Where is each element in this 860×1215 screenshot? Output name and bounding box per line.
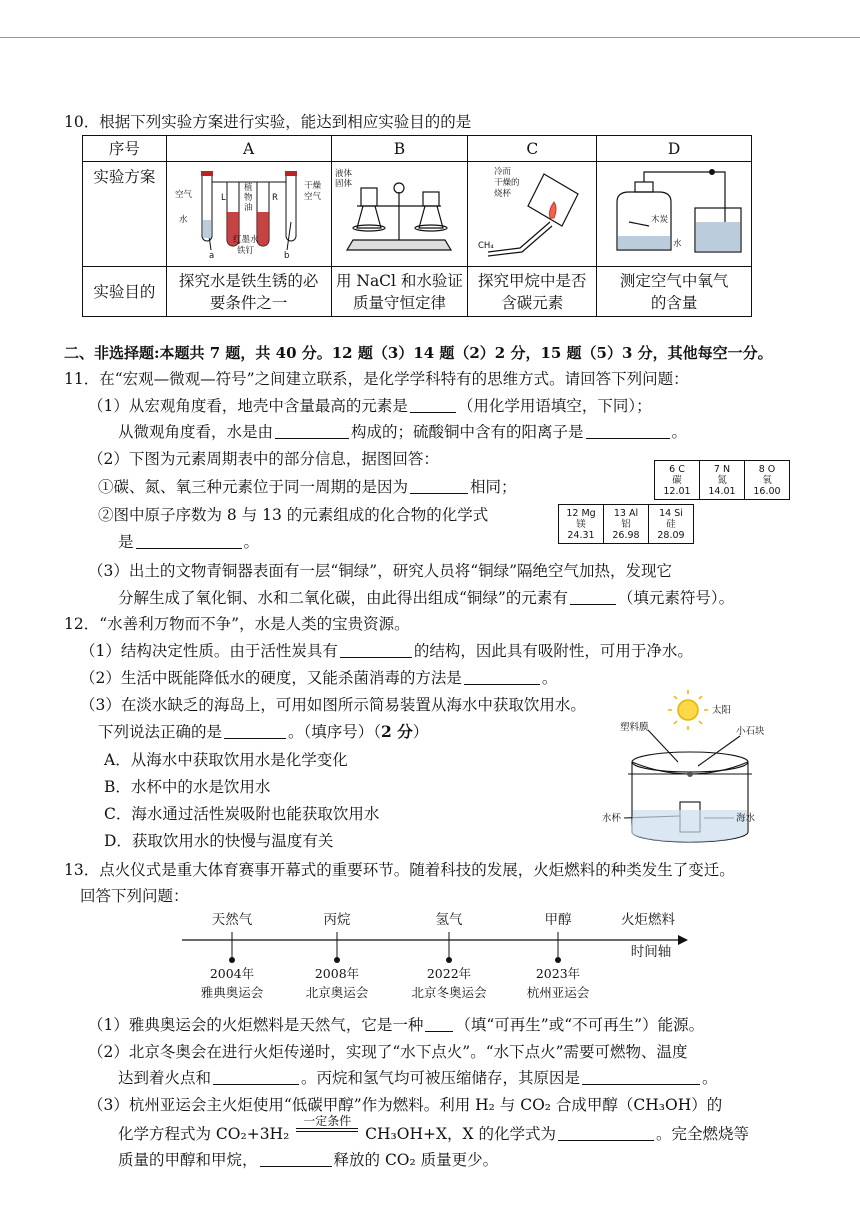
- label-charcoal: 木炭: [651, 215, 669, 225]
- q11-part3-line2: 分解生成了氧化铜、水和二氧化碳，由此得出组成“铜绿”的元素有 （填元素符号）。: [118, 589, 735, 607]
- q13-part3-line3: 质量的甲醇和甲烷， 释放的 CO₂ 质量更少。: [118, 1151, 499, 1169]
- answer-blank[interactable]: [570, 589, 616, 605]
- fig-d-oxygen-apparatus: [599, 162, 749, 260]
- header-index: 序号: [83, 136, 167, 162]
- element-n: 7 N 氮 14.01: [700, 461, 745, 500]
- q11-part2: （2）下图为元素周期表中的部分信息，据图回答：: [88, 450, 439, 468]
- answer-blank[interactable]: [136, 533, 242, 549]
- q12-part3: （3）在淡水缺乏的海岛上，可用如图所示简易装置从海水中获取饮用水。: [80, 696, 586, 714]
- event-hangzhou: 杭州亚运会: [526, 985, 590, 1000]
- periodic-table-row2: [654, 460, 790, 500]
- header-a: A: [166, 136, 331, 162]
- event-athens: 雅典奥运会: [200, 985, 264, 1000]
- timeline-ticks: [180, 940, 580, 964]
- page-top-rule: [0, 37, 860, 38]
- label-stone: 小石块: [736, 726, 765, 737]
- element-si: 14 Si 硅 28.09: [649, 505, 694, 544]
- header-c: C: [468, 136, 597, 162]
- fuel-natural-gas: 天然气: [211, 912, 253, 928]
- answer-blank[interactable]: [425, 1016, 453, 1032]
- answer-blank[interactable]: [340, 642, 412, 658]
- header-d: D: [597, 136, 752, 162]
- fig-a-rust-apparatus: [169, 162, 329, 260]
- label-liquid: 液体: [335, 169, 353, 179]
- q13-part3-line1: （3）杭州亚运会主火炬使用“低碳甲醇”作为燃料。利用 H₂ 与 CO₂ 合成甲醇（CH₃OH）的: [88, 1096, 723, 1114]
- label-dry: 干燥的: [494, 178, 520, 188]
- year-2004: 2004年: [209, 966, 255, 981]
- year-2008: 2008年: [314, 966, 360, 981]
- answer-blank[interactable]: [410, 397, 456, 413]
- fig-d-cell: [597, 162, 752, 267]
- label-seawater: 海水: [736, 813, 756, 824]
- header-b: B: [331, 136, 468, 162]
- q12-part2: （2）生活中既能降低水的硬度，又能杀菌消毒的方法是 。: [80, 669, 558, 687]
- label-nail: 铁钉: [236, 246, 254, 256]
- label-beaker: 烧杯: [494, 189, 512, 199]
- element-mg: 12 Mg 镁 24.31: [559, 505, 604, 544]
- label-oil-1: 植: [243, 183, 253, 193]
- purpose-b: 用 NaCl 和水验证 质量守恒定律: [331, 267, 468, 317]
- event-beijing-winter: 北京冬奥运会: [411, 985, 487, 1000]
- section-2-title: 二、非选择题:本题共 7 题，共 40 分。12 题（3）14 题（2）2 分，15 题（5）3 分，其他每空一分。: [64, 344, 773, 362]
- q12-option-b: B．水杯中的水是饮用水: [104, 778, 271, 796]
- q12-option-c: C．海水通过活性炭吸附也能获取饮用水: [104, 805, 380, 823]
- label-r: R: [271, 193, 278, 203]
- q13-part2-line2: 达到着火点和 。丙烷和氢气均可被压缩储存，其原因是 。: [118, 1069, 718, 1087]
- q13-part1: （1）雅典奥运会的火炬燃料是天然气，它是一种 （填“可再生”或“不可再生”）能源。: [88, 1016, 705, 1034]
- year-2023: 2023年: [535, 966, 581, 981]
- periodic-table-row3: [558, 504, 694, 544]
- q12-option-d: D．获取饮用水的快慢与温度有关: [104, 832, 334, 850]
- label-ink: 红墨水: [232, 235, 259, 245]
- fig-a-cell: [166, 162, 331, 267]
- fig-desalination-still: [600, 690, 780, 848]
- label-b: b: [283, 251, 290, 260]
- fig-c-beaker-methane: [470, 162, 594, 260]
- fuel-propane: 丙烷: [323, 912, 351, 928]
- q10-table: [82, 135, 752, 317]
- answer-blank[interactable]: [260, 1151, 332, 1167]
- label-a: a: [208, 251, 214, 260]
- label-oil-2: 物: [243, 193, 253, 203]
- element-al: 13 Al 铝 26.98: [604, 505, 649, 544]
- answer-blank[interactable]: [582, 1069, 700, 1085]
- q11-stem: 11．在“宏观—微观—符号”之间建立联系，是化学学科特有的思维方式。请回答下列问题：: [64, 370, 689, 388]
- label-oil-3: 油: [243, 203, 253, 213]
- purpose-d: 测定空气中氧气 的含量: [597, 267, 752, 317]
- purpose-a: 探究水是铁生锈的必 要条件之一: [166, 267, 331, 317]
- fig-b-balance: [333, 162, 465, 260]
- element-c: 6 C 碳 12.01: [655, 461, 700, 500]
- fuel-hydrogen: 氢气: [435, 912, 463, 928]
- label-cold: 冷而: [494, 167, 512, 177]
- answer-blank[interactable]: [464, 669, 540, 685]
- row-purpose-label: 实验目的: [83, 267, 167, 317]
- q12-part3-question: 下列说法正确的是 。（填序号）（2 分）: [98, 722, 429, 741]
- q11-part1-line1: （1）从宏观角度看，地壳中含量最高的元素是 （用化学用语填空，下同）；: [88, 397, 652, 415]
- element-o: 8 O 氧 16.00: [745, 461, 790, 500]
- answer-blank[interactable]: [275, 423, 349, 439]
- q12-option-a: A．从海水中获取饮用水是化学变化: [104, 751, 348, 769]
- fuel-axis-title: 火炬燃料: [621, 912, 675, 928]
- q13-stem2: 回答下列问题：: [80, 887, 189, 905]
- q11-part2-c: 是 。: [118, 533, 260, 551]
- fig-c-cell: [468, 162, 597, 267]
- answer-blank[interactable]: [224, 723, 286, 739]
- answer-blank[interactable]: [410, 478, 468, 494]
- label-cup: 水杯: [602, 813, 622, 824]
- answer-blank[interactable]: [213, 1069, 299, 1085]
- q11-part2-a: ①碳、氮、氧三种元素位于同一周期的是因为 相同；: [98, 478, 517, 496]
- fig-b-cell: [331, 162, 468, 267]
- row-scheme-label: 实验方案: [83, 162, 167, 267]
- q12-stem: 12．“水善利万物而不争”，水是人类的宝贵资源。: [64, 615, 410, 633]
- label-film: 塑料膜: [620, 722, 649, 733]
- label-dry-air: 空气: [303, 192, 321, 202]
- event-beijing: 北京奥运会: [305, 985, 369, 1000]
- label-air: 空气: [174, 190, 192, 200]
- q12-part1: （1）结构决定性质。由于活性炭具有 的结构，因此具有吸附性，可用于净水。: [80, 642, 693, 660]
- q13-part2-line1: （2）北京冬奥会在进行火炬传递时，实现了“水下点火”。“水下点火”需要可燃物、温度: [88, 1043, 688, 1061]
- purpose-c: 探究甲烷中是否 含碳元素: [468, 267, 597, 317]
- q11-part2-b: ②图中原子序数为 8 与 13 的元素组成的化合物的化学式: [98, 506, 489, 524]
- q11-part3-line1: （3）出土的文物青铜器表面有一层“铜绿”，研究人员将“铜绿”隔绝空气加热，发现它: [88, 562, 673, 580]
- answer-blank[interactable]: [558, 1125, 654, 1141]
- label-ch4: CH₄: [478, 241, 494, 251]
- label-water: 水: [178, 215, 188, 225]
- label-l: L: [220, 193, 226, 203]
- sun-icon: [668, 690, 708, 730]
- reaction-condition: 一定条件: [294, 1123, 360, 1141]
- answer-blank[interactable]: [586, 423, 670, 439]
- label-sun: 太阳: [712, 705, 732, 716]
- label-solid: 固体: [335, 179, 353, 189]
- label-dry: 干燥: [303, 181, 321, 191]
- label-water: 水: [673, 239, 682, 249]
- q10-stem: 10．根据下列实验方案进行实验，能达到相应实验目的的是: [64, 113, 472, 131]
- q13-part3-line2: 化学方程式为 CO₂+3H₂ 一定条件 CH₃OH+X，X 的化学式为 。完全燃烧等: [118, 1114, 749, 1143]
- time-axis-title: 时间轴: [630, 944, 672, 960]
- fuel-methanol: 甲醇: [544, 912, 572, 928]
- q11-part1-line2: 从微观角度看，水是由 构成的；硫酸铜中含有的阳离子是 。: [118, 423, 688, 441]
- q13-stem: 13．点火仪式是重大体育赛事开幕式的重要环节。随着科技的发展，火炬燃料的种类发生了变迁。: [64, 861, 735, 879]
- year-2022: 2022年: [426, 966, 472, 981]
